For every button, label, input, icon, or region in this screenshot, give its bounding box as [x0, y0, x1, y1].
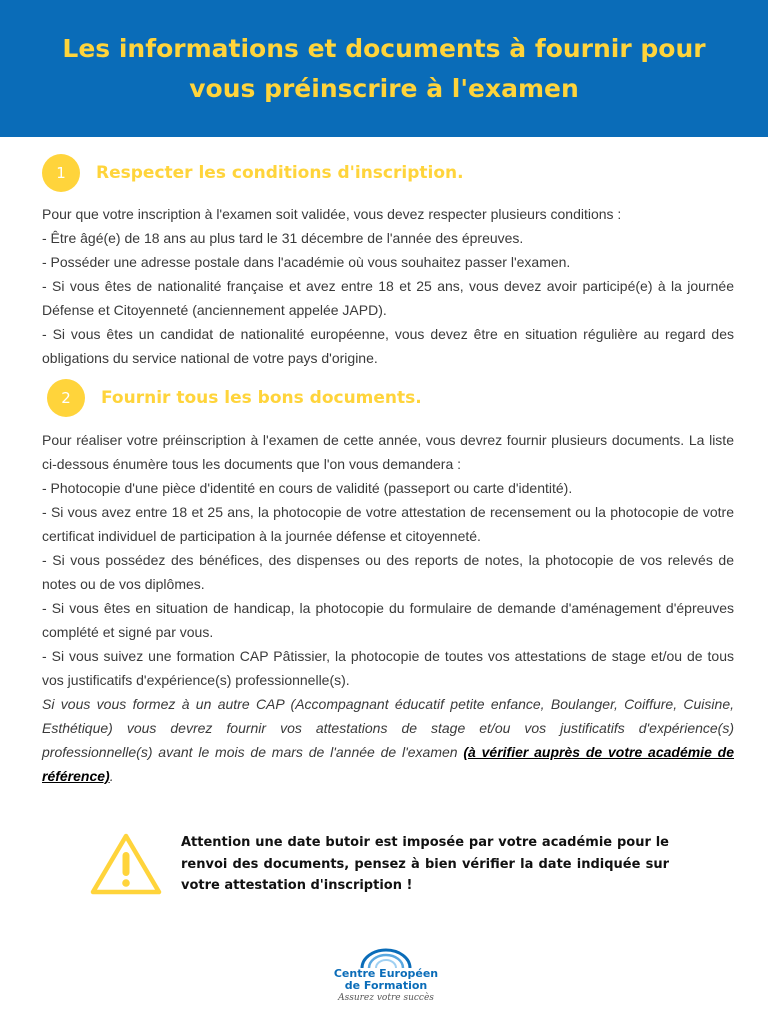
warning-triangle-icon [90, 832, 162, 896]
deadline-warning-text: Attention une date butoir est imposée par votre académie pour le renvoi des documents, pensez à bien vérifier la date indiquée sur votre attestation d'inscription ! [181, 835, 669, 893]
section-1-number-badge: 1 [42, 154, 80, 192]
logo-tagline: Assurez votre succès [338, 993, 434, 1003]
page-header [0, 0, 768, 137]
section-1-line: - Être âgé(e) de 18 ans au plus tard le 31 décembre de l'année des épreuves. [42, 230, 524, 246]
section-2-line: - Si vous avez entre 18 et 25 ans, la photocopie de votre attestation de recensement ou la photocopie de votre certificat individuel de participation à la journée défense et citoyenneté. [42, 504, 734, 544]
section-1-line: Pour que votre inscription à l'examen soit validée, vous devez respecter plusieurs conditions : [42, 206, 622, 222]
logo-arc-icon [356, 948, 416, 968]
section-2-title: Fournir tous les bons documents. [101, 388, 422, 408]
title-line-2: vous préinscrire à l'examen [189, 73, 579, 103]
section-2-line: - Si vous suivez une formation CAP Pâtissier, la photocopie de toutes vos attestations de stage et/ou de tous vos justificatifs d'expérience(s) professionnelle(s). [42, 648, 734, 688]
italic-note-end: . [109, 768, 114, 784]
section-1-heading [42, 154, 464, 192]
section-2-number-badge: 2 [47, 379, 85, 417]
section-1-line: - Si vous êtes un candidat de nationalité européenne, vous devez être en situation régulière au regard des obligations du service national de votre pays d'origine. [42, 326, 734, 366]
italic-note [42, 692, 734, 788]
section-2-heading [47, 379, 422, 417]
section-2-line: Pour réaliser votre préinscription à l'examen de cette année, vous devrez fournir plusieurs documents. La liste ci-dessous énumère tous les documents que l'on vous demandera : [42, 432, 734, 472]
logo-name-line-1: Centre Européen [333, 967, 439, 980]
section-1-line: - Si vous êtes de nationalité française et avez entre 18 et 25 ans, vous devez avoir participé(e) à la journée Défense et Citoyenneté (anciennement appelée JAPD). [42, 278, 734, 318]
cef-logo [326, 948, 446, 1014]
italic-note-text: Si vous vous formez à un autre CAP (Accompagnant éducatif petite enfance, Boulanger, Coiffure, Cuisine, Esthétique) vous devrez fournir vos attestations de stage et/ou vos justificatifs d'expérience(s) professionnelle(s) avant le mois de mars de l'année de l'examen [42, 696, 734, 760]
title-line-1: Les informations et documents à fournir pour [62, 33, 706, 63]
section-2-line: - Si vous possédez des bénéfices, des dispenses ou des reports de notes, la photocopie de vos relevés de notes ou de vos diplômes. [42, 552, 734, 592]
section-1-title: Respecter les conditions d'inscription. [96, 163, 464, 183]
section-1-line: - Posséder une adresse postale dans l'académie où vous souhaitez passer l'examen. [42, 254, 571, 270]
section-1-body [42, 202, 734, 370]
academy-check-link[interactable]: (à vérifier auprès de votre académie de référence) [42, 744, 735, 784]
logo-name-line-2: de Formation [344, 979, 428, 992]
section-2-line: - Photocopie d'une pièce d'identité en cours de validité (passeport ou carte d'identité). [42, 480, 573, 496]
section-2-line: - Si vous êtes en situation de handicap, la photocopie du formulaire de demande d'aménagement d'épreuves complété et signé par vous. [42, 600, 734, 640]
section-2-body [42, 428, 734, 788]
page-title [24, 29, 744, 109]
